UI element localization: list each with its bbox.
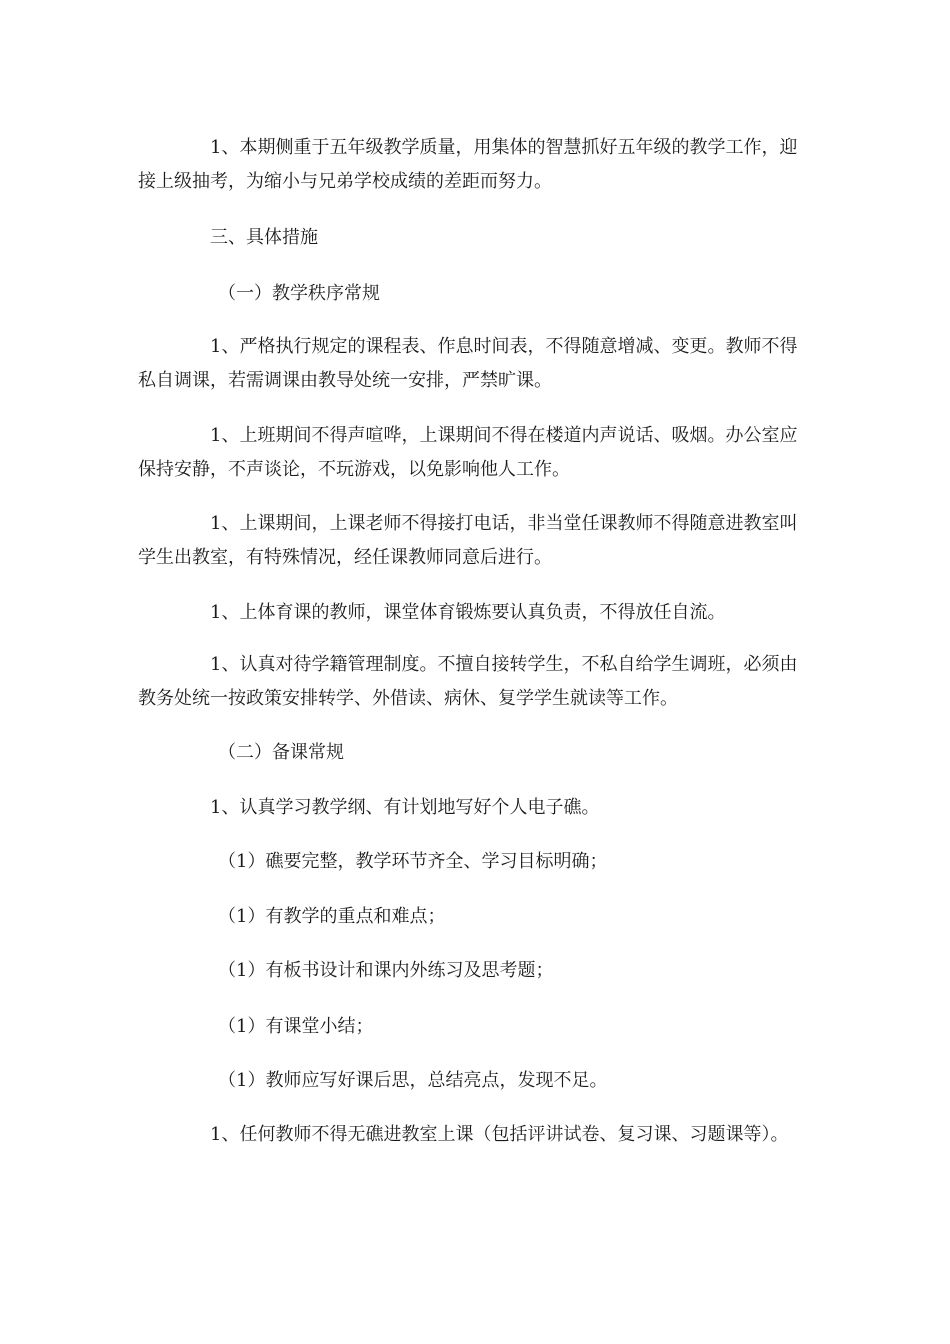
paragraph-enrollment: 1、认真对待学籍管理制度。不擅自接转学生，不私自给学生调班，必须由教务处统一按政策安排转学、外借读、病休、复学学生就读等工作。	[138, 654, 798, 709]
list-item-key-points: （1）有教学的重点和难点；	[218, 906, 446, 927]
paragraph-no-prep-rule: 1、任何教师不得无礁进教室上课（包括评讲试卷、复习课、习题课等）。	[210, 1124, 789, 1145]
paragraph-office-quiet: 1、上班期间不得声喧哗，上课期间不得在楼道内声说话、吸烟。办公室应保持安静，不声谈论，不玩游戏，以免影响他人工作。	[138, 425, 798, 480]
list-item-reflection: （1）教师应写好课后思，总结亮点，发现不足。	[218, 1070, 608, 1091]
paragraph-phone-rule: 1、上课期间，上课老师不得接打电话，非当堂任课教师不得随意进教室叫学生出教室，有特殊情况，经任课教师同意后进行。	[138, 513, 798, 568]
paragraph-schedule: 1、严格执行规定的课程表、作息时间表，不得随意增减、变更。教师不得私自调课，若需调课由教导处统一安排，严禁旷课。	[138, 336, 798, 391]
paragraph-goal: 1、本期侧重于五年级教学质量，用集体的智慧抓好五年级的教学工作，迎接上级抽考，为缩小与兄弟学校成绩的差距而努力。	[138, 137, 798, 192]
list-item-board-design: （1）有板书设计和课内外练习及思考题；	[218, 960, 554, 981]
heading-measures: 三、具体措施	[210, 227, 318, 248]
list-item-complete: （1）礁要完整，教学环节齐全、学习目标明确；	[218, 851, 608, 872]
heading-teaching-order: （一）教学秩序常规	[218, 283, 380, 304]
heading-lesson-prep: （二）备课常规	[218, 742, 344, 763]
list-item-summary: （1）有课堂小结；	[218, 1016, 374, 1037]
paragraph-pe-class: 1、上体育课的教师，课堂体育锻炼要认真负责，不得放任自流。	[210, 602, 726, 623]
paragraph-syllabus: 1、认真学习教学纲、有计划地写好个人电子礁。	[210, 797, 600, 818]
